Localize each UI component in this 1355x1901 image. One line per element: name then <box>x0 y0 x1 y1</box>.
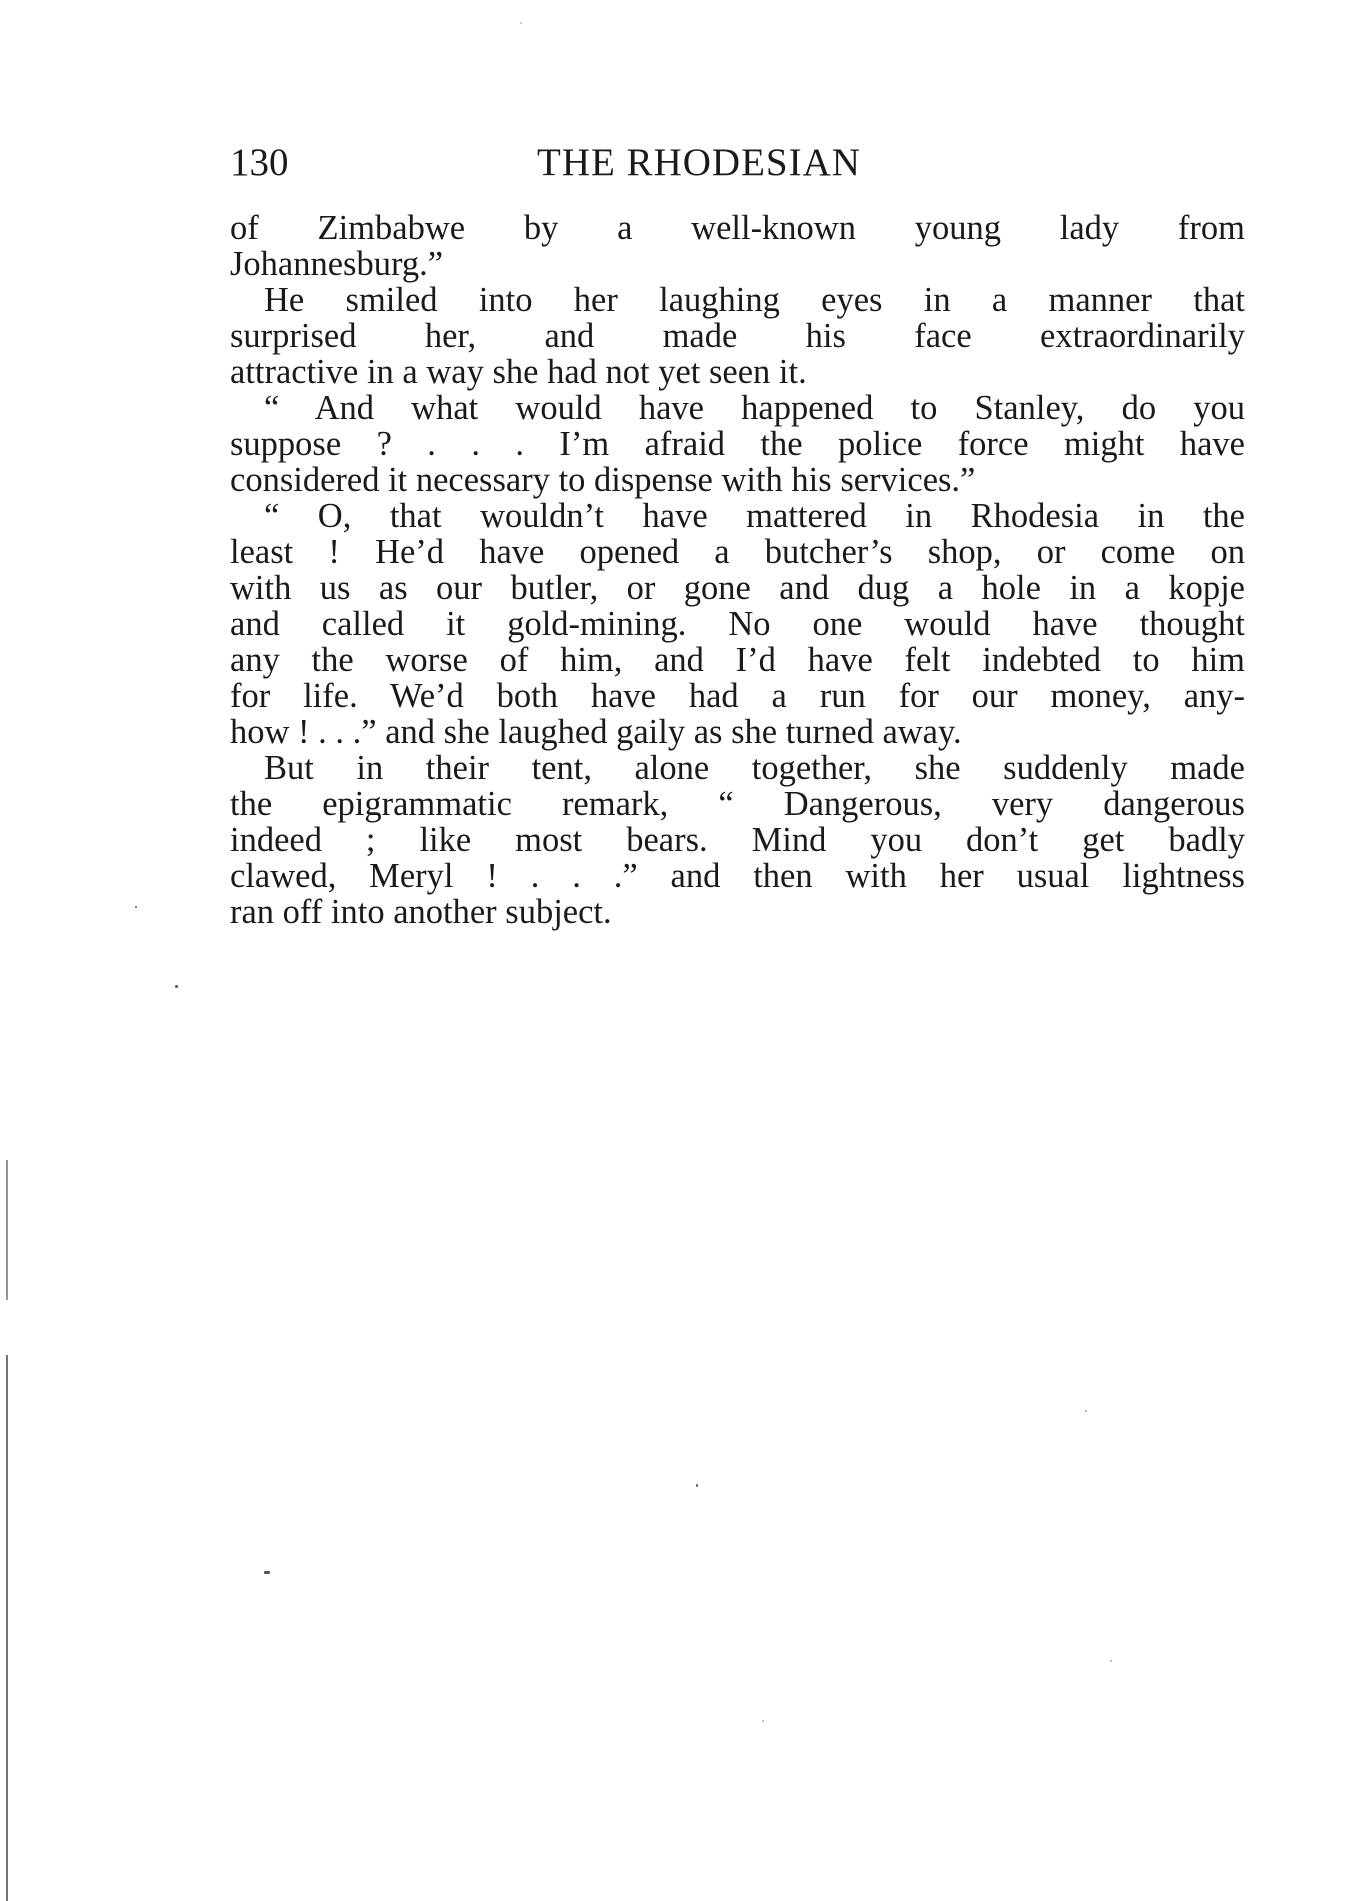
text-line: ran off into another subject. <box>230 893 612 931</box>
text-line: how ! . . .” and she laughed gaily as she turned away. <box>230 713 962 751</box>
paragraph <box>230 282 1245 390</box>
text-line: indeed ; like most bears. Mind you don’t get badly <box>230 821 1245 859</box>
text-line: of Zimbabwe by a well-known young lady from <box>230 209 1245 247</box>
scan-speck <box>175 985 178 988</box>
scan-speck <box>135 906 137 908</box>
text-line: Johannesburg.” <box>230 245 444 283</box>
text-line: considered it necessary to dispense with his services.” <box>230 461 976 499</box>
paragraph <box>230 210 1245 282</box>
text-line: attractive in a way she had not yet seen it. <box>230 353 807 391</box>
text-line: any the worse of him, and I’d have felt indebted to him <box>230 641 1245 679</box>
scan-speck <box>762 1720 764 1722</box>
scan-speck <box>1110 1660 1112 1662</box>
text-line: But in their tent, alone together, she suddenly made <box>264 749 1245 787</box>
running-head <box>230 138 1250 188</box>
text-line: the epigrammatic remark, “ Dangerous, very dangerous <box>230 785 1245 823</box>
text-line: for life. We’d both have had a run for our money, any- <box>230 677 1245 715</box>
text-line: with us as our butler, or gone and dug a hole in a kopje <box>230 569 1245 607</box>
text-line: clawed, Meryl ! . . .” and then with her usual lightness <box>230 857 1245 895</box>
paragraph <box>230 390 1245 498</box>
book-title: THE RHODESIAN <box>537 141 861 184</box>
page-number: 130 <box>230 141 289 184</box>
scan-edge-line <box>6 1160 8 1300</box>
scan-speck <box>264 1571 270 1574</box>
paragraph <box>230 750 1245 930</box>
body-text <box>230 210 1245 930</box>
text-line: least ! He’d have opened a butcher’s shop, or come on <box>230 533 1245 571</box>
text-line: and called it gold-mining. No one would have thought <box>230 605 1245 643</box>
text-line: He smiled into her laughing eyes in a manner that <box>264 281 1245 319</box>
text-line: surprised her, and made his face extraordinarily <box>230 317 1245 355</box>
text-line: “ And what would have happened to Stanley, do you <box>264 389 1245 427</box>
text-line: “ O, that wouldn’t have mattered in Rhodesia in the <box>264 497 1245 535</box>
paragraph <box>230 498 1245 750</box>
scan-edge-line <box>6 1355 8 1901</box>
text-line: suppose ? . . . I’m afraid the police force might have <box>230 425 1245 463</box>
scan-speck <box>520 22 522 24</box>
scan-speck <box>696 1484 698 1487</box>
scan-speck <box>1085 1410 1087 1412</box>
